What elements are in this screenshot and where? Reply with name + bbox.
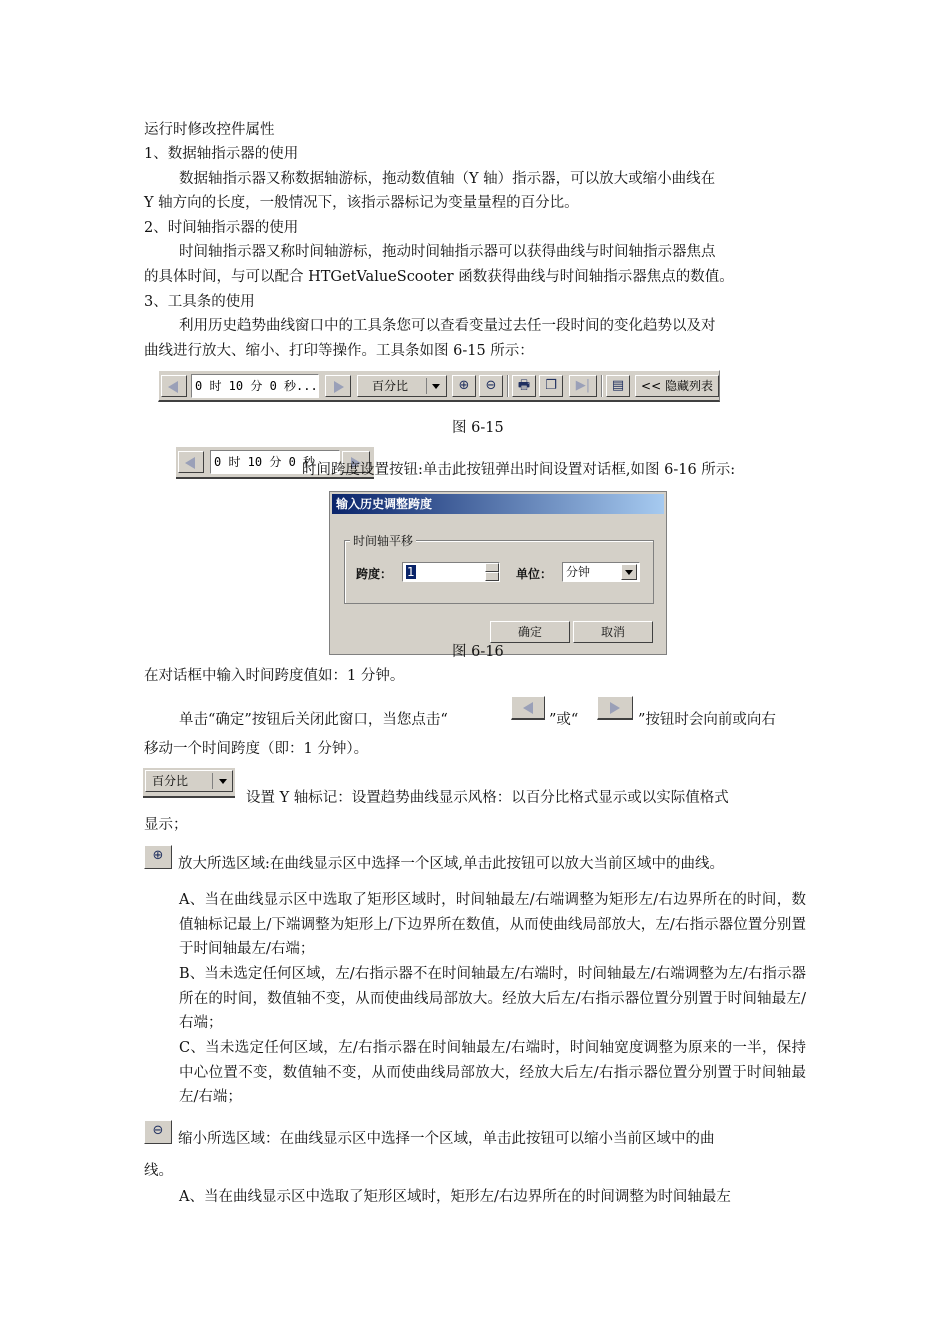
figure-6-16-caption: 图 6-16 — [452, 644, 504, 660]
zoom-out-description-cont: 线。 — [144, 1163, 173, 1179]
page-heading: 运行时修改控件属性 — [144, 122, 275, 138]
nav-note-part-b: ”或“ — [549, 712, 579, 728]
time-axis-group-label: 时间轴平移 — [350, 532, 416, 549]
time-span-field[interactable]: 0 时 10 分 0 秒 — [210, 450, 340, 474]
copy-icon: ❐ — [545, 378, 557, 393]
zoom-out-button[interactable] — [479, 375, 503, 397]
properties-icon: ▤ — [611, 378, 625, 393]
dropdown-icon — [432, 384, 440, 389]
trend-toolbar — [158, 370, 720, 402]
span-label: 跨度： — [356, 567, 393, 581]
zoom-out-button[interactable] — [144, 1120, 172, 1144]
zoom-in-case-c: C、当未选定任何区域，左/右指示器在时间轴最左/右端时，时间轴宽度调整为原来的一半，保持中心位置不变，数值轴不变，从而使曲线局部放大，经放大后左/右指示器位置分别置于时间轴最左/右端； — [179, 1040, 806, 1105]
span-input-value: 1 — [407, 565, 415, 579]
end-button[interactable] — [569, 375, 597, 397]
section-2-line-1: 时间轴指示器又称时间轴游标，拖动时间轴指示器可以获得曲线与时间轴指示器焦点 — [179, 244, 716, 260]
y-axis-mark-control — [143, 768, 235, 798]
toolbar-separator — [601, 375, 603, 397]
scale-select[interactable] — [145, 770, 233, 792]
forward-button[interactable] — [325, 375, 351, 397]
time-span-description: 时间跨度设置按钮:单击此按钮弹出时间设置对话框,如图 6-16 所示: — [302, 462, 736, 478]
scale-select-value: 百分比 — [372, 379, 409, 393]
forward-icon — [334, 381, 344, 393]
scale-select-value: 百分比 — [152, 774, 189, 788]
back-button[interactable] — [511, 696, 545, 720]
time-span-field[interactable]: 0 时 10 分 0 秒... — [191, 374, 319, 398]
end-icon: ▶| — [575, 378, 591, 393]
dialog-title: 输入历史调整跨度 — [332, 494, 664, 514]
section-3-line-2: 曲线进行放大、缩小、打印等操作。工具条如图 6-15 所示： — [144, 343, 534, 359]
nav-note-part-a: 单击“确定”按钮后关闭此窗口，当您点击“ — [179, 712, 448, 728]
unit-select[interactable] — [562, 562, 640, 582]
section-1-title: 1、数据轴指示器的使用 — [144, 146, 299, 162]
ok-button[interactable]: 确定 — [490, 621, 570, 643]
print-button[interactable] — [512, 375, 536, 397]
dropdown-icon — [625, 570, 633, 575]
spin-up-button[interactable] — [485, 563, 499, 572]
zoom-in-description: 放大所选区域:在曲线显示区中选择一个区域,单击此按钮可以放大当前区域中的曲线。 — [178, 856, 724, 872]
back-icon — [523, 702, 533, 714]
zoom-out-description: 缩小所选区域：在曲线显示区中选择一个区域，单击此按钮可以缩小当前区域中的曲 — [178, 1131, 715, 1147]
back-button[interactable] — [161, 375, 187, 397]
dropdown-icon — [219, 779, 227, 784]
zoom-out-case-a: A、当在曲线显示区中选取了矩形区域时，矩形左/右边界所在的时间调整为时间轴最左 — [179, 1189, 731, 1205]
unit-label: 单位： — [516, 567, 553, 581]
unit-select-value: 分钟 — [566, 565, 591, 579]
hide-list-button[interactable]: << 隐藏列表 — [635, 375, 719, 397]
print-icon: 🖶 — [517, 378, 531, 393]
zoom-in-icon: ⊕ — [152, 848, 164, 863]
zoom-in-case-a: A、当在曲线显示区中选取了矩形区域时，时间轴最左/右端调整为矩形左/右边界所在的时间，数值轴标记最上/下端调整为矩形上/下边界所在数值，从而使曲线局部放大，左/右指示器位置分别置于时间轴最左/右端； — [179, 892, 806, 957]
input-note: 在对话框中输入时间跨度值如：1 分钟。 — [144, 668, 405, 684]
forward-icon — [610, 702, 620, 714]
section-3-title: 3、工具条的使用 — [144, 294, 255, 310]
cancel-button[interactable]: 取消 — [573, 621, 653, 643]
figure-6-15-caption: 图 6-15 — [452, 420, 504, 436]
nav-note-part-c: ”按钮时会向前或向右 — [638, 712, 776, 728]
section-1-line-2: Y 轴方向的长度，一般情况下，该指示器标记为变量量程的百分比。 — [144, 195, 579, 211]
zoom-in-icon: ⊕ — [458, 378, 470, 393]
zoom-in-button[interactable] — [452, 375, 476, 397]
zoom-out-icon: ⊖ — [485, 378, 497, 393]
back-icon — [185, 457, 195, 469]
zoom-out-icon: ⊖ — [152, 1123, 164, 1138]
section-3-line-1: 利用历史趋势曲线窗口中的工具条您可以查看变量过去任一段时间的变化趋势以及对 — [179, 318, 716, 334]
forward-button[interactable] — [597, 696, 633, 720]
unit-dropdown-button[interactable] — [621, 564, 637, 580]
spin-down-button[interactable] — [485, 572, 499, 581]
time-span-dialog — [329, 491, 667, 655]
copy-button[interactable] — [539, 375, 563, 397]
y-axis-line-1: 设置 Y 轴标记：设置趋势曲线显示风格：以百分比格式显示或以实际值格式 — [246, 790, 729, 806]
properties-button[interactable] — [606, 375, 630, 397]
toolbar-separator — [507, 375, 509, 397]
y-axis-line-2: 显示； — [144, 817, 188, 833]
back-icon — [168, 381, 178, 393]
scale-select[interactable] — [357, 375, 447, 397]
zoom-in-case-b: B、当未选定任何区域，左/右指示器不在时间轴最左/右端时，时间轴最左/右端调整为左/右指示器所在的时间，数值轴不变，从而使曲线局部放大。经放大后左/右指示器位置分别置于时间轴最左/右端； — [179, 966, 806, 1031]
section-1-line-1: 数据轴指示器又称数据轴游标，拖动数值轴（Y 轴）指示器，可以放大或缩小曲线在 — [179, 171, 716, 187]
section-2-line-2: 的具体时间，与可以配合 HTGetValueScooter 函数获得曲线与时间轴指示器焦点的数值。 — [144, 269, 734, 285]
nav-note-part-d: 移动一个时间跨度（即：1 分钟）。 — [144, 741, 369, 757]
section-2-title: 2、时间轴指示器的使用 — [144, 220, 299, 236]
back-button[interactable] — [178, 451, 204, 473]
zoom-in-button[interactable] — [144, 845, 172, 869]
